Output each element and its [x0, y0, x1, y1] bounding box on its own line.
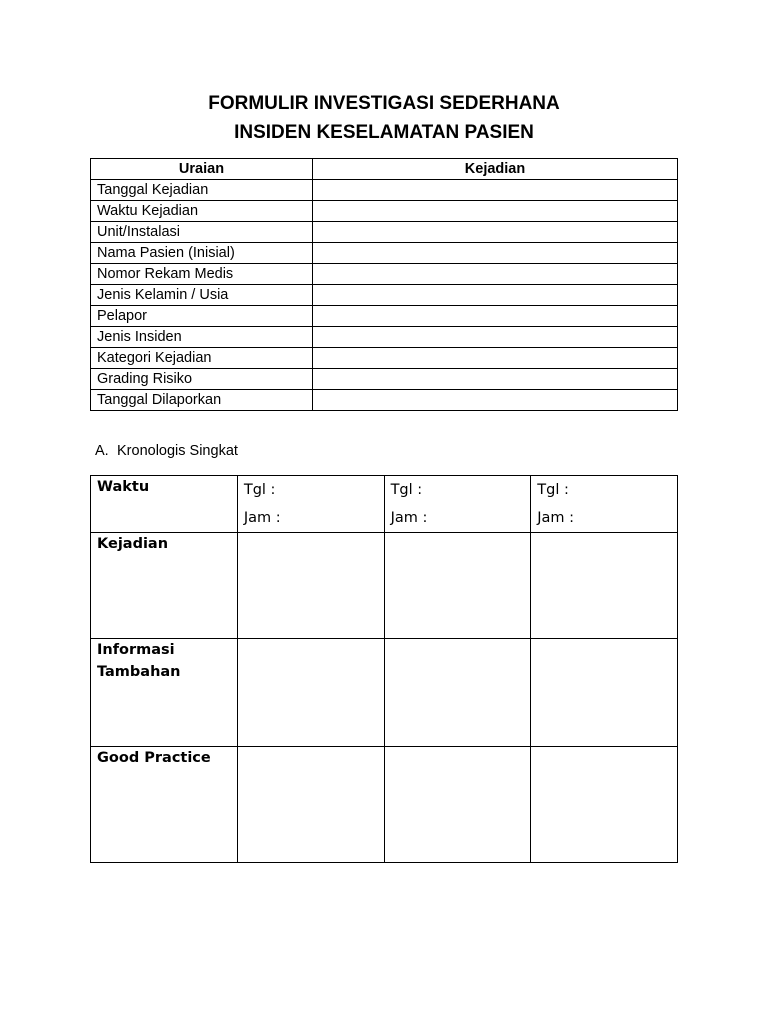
- tgl-label: Tgl :: [537, 482, 569, 498]
- section-letter: A.: [95, 443, 109, 459]
- good-practice-cell-1: [237, 747, 384, 863]
- waktu-cell-1: [237, 476, 384, 533]
- row-value: [313, 306, 678, 327]
- row-value: [313, 369, 678, 390]
- kejadian-cell-2: [384, 533, 531, 639]
- table-row: [91, 180, 678, 201]
- row-waktu: [91, 476, 678, 533]
- row-label: Unit/Instalasi: [91, 222, 313, 243]
- label-waktu: Waktu: [91, 476, 238, 533]
- row-label: Jenis Insiden: [91, 327, 313, 348]
- jam-label: Jam :: [243, 510, 281, 526]
- waktu-cell-3: [531, 476, 678, 533]
- section-heading-text: Kronologis Singkat: [117, 443, 238, 459]
- label-informasi-line1: Informasi: [97, 642, 175, 658]
- label-good-practice: Good Practice: [91, 747, 238, 863]
- kronologi-table: [90, 475, 678, 863]
- kejadian-cell-3: [531, 533, 678, 639]
- row-label: Grading Risiko: [91, 369, 313, 390]
- table-row: [91, 222, 678, 243]
- kejadian-cell-1: [237, 533, 384, 639]
- section-heading-kronologis: [95, 443, 238, 459]
- row-value: [313, 264, 678, 285]
- row-label: Tanggal Dilaporkan: [91, 390, 313, 411]
- row-label: Kategori Kejadian: [91, 348, 313, 369]
- row-value: [313, 180, 678, 201]
- row-label: Nomor Rekam Medis: [91, 264, 313, 285]
- row-label: Waktu Kejadian: [91, 201, 313, 222]
- good-practice-cell-3: [531, 747, 678, 863]
- row-informasi-tambahan: [91, 639, 678, 747]
- table-row: [91, 369, 678, 390]
- row-value: [313, 222, 678, 243]
- header-uraian: Uraian: [91, 159, 313, 180]
- document-title-line-1: FORMULIR INVESTIGASI SEDERHANA: [208, 93, 560, 114]
- good-practice-cell-2: [384, 747, 531, 863]
- table-row: [91, 264, 678, 285]
- informasi-cell-2: [384, 639, 531, 747]
- table-row: [91, 306, 678, 327]
- info-table-header-row: [91, 159, 678, 180]
- table-row: [91, 327, 678, 348]
- row-label: Nama Pasien (Inisial): [91, 243, 313, 264]
- label-informasi-line2: Tambahan: [97, 664, 181, 680]
- info-table: [90, 158, 678, 411]
- tgl-label: Tgl :: [390, 482, 423, 498]
- tgl-label: Tgl :: [243, 482, 276, 498]
- label-informasi-tambahan: [91, 639, 238, 747]
- row-kejadian: [91, 533, 678, 639]
- table-row: [91, 285, 678, 306]
- row-label: Pelapor: [91, 306, 313, 327]
- informasi-cell-3: [531, 639, 678, 747]
- row-value: [313, 327, 678, 348]
- header-kejadian: Kejadian: [313, 159, 678, 180]
- row-value: [313, 243, 678, 264]
- table-row: [91, 243, 678, 264]
- jam-label: Jam :: [390, 510, 428, 526]
- table-row: [91, 348, 678, 369]
- row-label: Jenis Kelamin / Usia: [91, 285, 313, 306]
- waktu-cell-2: [384, 476, 531, 533]
- row-value: [313, 201, 678, 222]
- row-value: [313, 348, 678, 369]
- row-value: [313, 285, 678, 306]
- row-label: Tanggal Kejadian: [91, 180, 313, 201]
- row-value: [313, 390, 678, 411]
- document-title-line-2: INSIDEN KESELAMATAN PASIEN: [234, 122, 534, 143]
- label-kejadian: Kejadian: [91, 533, 238, 639]
- jam-label: Jam :: [537, 510, 575, 526]
- informasi-cell-1: [237, 639, 384, 747]
- table-row: [91, 201, 678, 222]
- table-row: [91, 390, 678, 411]
- row-good-practice: [91, 747, 678, 863]
